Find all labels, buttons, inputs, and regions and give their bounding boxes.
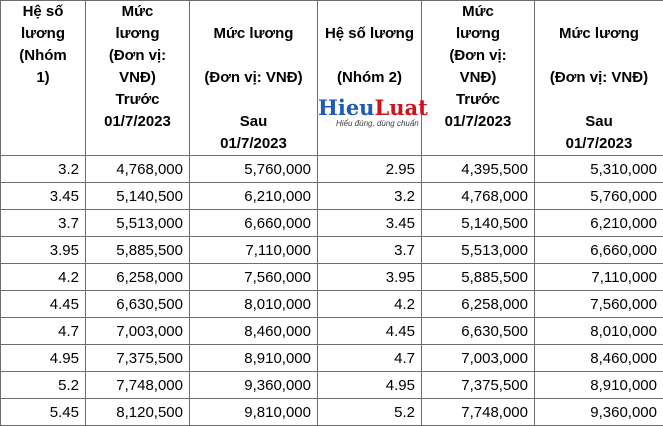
cell-coefficient-group2: 4.7 (318, 345, 422, 372)
cell-coefficient-group1: 4.95 (1, 345, 86, 372)
cell-salary-before-group1: 4,768,000 (86, 156, 190, 183)
logo-wordmark (318, 97, 458, 119)
header-text: (Đơn vị: (92, 45, 183, 67)
header-salary-before-group2 (422, 1, 535, 156)
header-text: (Nhóm 2) (324, 67, 415, 89)
cell-salary-before-group1: 6,258,000 (86, 264, 190, 291)
header-text: Hệ số lương (324, 23, 415, 45)
cell-salary-after-group1: 6,660,000 (190, 210, 318, 237)
cell-salary-after-group1: 7,560,000 (190, 264, 318, 291)
cell-salary-before-group2: 5,885,500 (422, 264, 535, 291)
header-text: Trước (428, 89, 528, 111)
cell-coefficient-group1: 3.45 (1, 183, 86, 210)
cell-coefficient-group1: 4.2 (1, 264, 86, 291)
table-body (1, 156, 663, 426)
cell-coefficient-group2: 4.95 (318, 372, 422, 399)
header-text: Sau (196, 111, 311, 133)
table-row (1, 372, 663, 399)
logo-text-part1: Hieu (318, 95, 374, 120)
header-salary-before-group1 (86, 1, 190, 156)
cell-salary-before-group2: 7,375,500 (422, 372, 535, 399)
header-text: VNĐ) (428, 67, 528, 89)
cell-salary-before-group1: 6,630,500 (86, 291, 190, 318)
cell-coefficient-group1: 3.95 (1, 237, 86, 264)
cell-coefficient-group2: 3.2 (318, 183, 422, 210)
header-text: (Nhóm (7, 45, 79, 67)
cell-salary-after-group1: 9,360,000 (190, 372, 318, 399)
table-row (1, 156, 663, 183)
cell-salary-after-group1: 6,210,000 (190, 183, 318, 210)
cell-salary-after-group1: 8,460,000 (190, 318, 318, 345)
cell-salary-after-group2: 5,310,000 (535, 156, 663, 183)
header-text: 01/7/2023 (428, 111, 528, 133)
cell-salary-before-group2: 6,258,000 (422, 291, 535, 318)
cell-coefficient-group1: 5.2 (1, 372, 86, 399)
cell-coefficient-group2: 2.95 (318, 156, 422, 183)
cell-coefficient-group1: 4.7 (1, 318, 86, 345)
cell-coefficient-group1: 5.45 (1, 399, 86, 426)
cell-coefficient-group1: 3.2 (1, 156, 86, 183)
header-text: (Đơn vị: VNĐ) (541, 67, 657, 89)
header-text: Mức (428, 1, 528, 23)
cell-salary-after-group1: 5,760,000 (190, 156, 318, 183)
header-text: Mức lương (196, 23, 311, 45)
cell-salary-before-group1: 5,885,500 (86, 237, 190, 264)
cell-salary-before-group2: 7,003,000 (422, 345, 535, 372)
cell-salary-after-group2: 8,460,000 (535, 345, 663, 372)
cell-salary-after-group2: 5,760,000 (535, 183, 663, 210)
header-salary-after-group2 (535, 1, 663, 156)
header-coefficient-group2 (318, 1, 422, 156)
cell-salary-after-group2: 9,360,000 (535, 399, 663, 426)
cell-coefficient-group2: 3.95 (318, 264, 422, 291)
cell-coefficient-group2: 3.45 (318, 210, 422, 237)
table-row (1, 237, 663, 264)
cell-coefficient-group2: 4.2 (318, 291, 422, 318)
cell-salary-after-group2: 6,660,000 (535, 237, 663, 264)
header-coefficient-group1 (1, 1, 86, 156)
logo-tagline: Hiểu đúng, dùng chuẩn (336, 119, 458, 128)
header-text: Sau (541, 111, 657, 133)
cell-salary-before-group1: 5,140,500 (86, 183, 190, 210)
cell-salary-before-group1: 7,003,000 (86, 318, 190, 345)
cell-salary-after-group2: 7,560,000 (535, 291, 663, 318)
cell-salary-after-group1: 8,910,000 (190, 345, 318, 372)
table-row (1, 210, 663, 237)
cell-coefficient-group2: 3.7 (318, 237, 422, 264)
header-text: 1) (7, 67, 79, 89)
table-row (1, 291, 663, 318)
header-row (1, 1, 663, 156)
cell-salary-before-group1: 7,375,500 (86, 345, 190, 372)
cell-salary-after-group1: 7,110,000 (190, 237, 318, 264)
table-row (1, 318, 663, 345)
header-text: lương (92, 23, 183, 45)
table-row (1, 399, 663, 426)
hieuluat-logo (318, 97, 458, 131)
cell-salary-after-group2: 8,010,000 (535, 318, 663, 345)
cell-coefficient-group2: 4.45 (318, 318, 422, 345)
header-text: Mức (92, 1, 183, 23)
header-text: 01/7/2023 (196, 133, 311, 155)
cell-salary-before-group2: 6,630,500 (422, 318, 535, 345)
header-text: 01/7/2023 (92, 111, 183, 133)
cell-salary-after-group2: 6,210,000 (535, 210, 663, 237)
cell-salary-before-group2: 4,768,000 (422, 183, 535, 210)
header-text: VNĐ) (92, 67, 183, 89)
cell-salary-after-group1: 8,010,000 (190, 291, 318, 318)
table-row (1, 264, 663, 291)
cell-coefficient-group1: 3.7 (1, 210, 86, 237)
cell-salary-before-group1: 5,513,000 (86, 210, 190, 237)
cell-salary-after-group2: 7,110,000 (535, 264, 663, 291)
cell-salary-after-group2: 8,910,000 (535, 372, 663, 399)
header-text: lương (7, 23, 79, 45)
cell-coefficient-group2: 5.2 (318, 399, 422, 426)
header-text: Trước (92, 89, 183, 111)
header-text: Mức lương (541, 23, 657, 45)
cell-salary-before-group2: 4,395,500 (422, 156, 535, 183)
cell-salary-before-group1: 8,120,500 (86, 399, 190, 426)
cell-salary-before-group2: 7,748,000 (422, 399, 535, 426)
cell-salary-before-group1: 7,748,000 (86, 372, 190, 399)
cell-salary-before-group2: 5,140,500 (422, 210, 535, 237)
table-row (1, 183, 663, 210)
header-salary-after-group1 (190, 1, 318, 156)
header-text: 01/7/2023 (541, 133, 657, 155)
header-text: lương (428, 23, 528, 45)
logo-text-part2: Luat (374, 95, 427, 120)
header-text: Hệ số (7, 1, 79, 23)
table-row (1, 345, 663, 372)
header-text: (Đơn vị: (428, 45, 528, 67)
header-text: (Đơn vị: VNĐ) (196, 67, 311, 89)
cell-coefficient-group1: 4.45 (1, 291, 86, 318)
cell-salary-after-group1: 9,810,000 (190, 399, 318, 426)
cell-salary-before-group2: 5,513,000 (422, 237, 535, 264)
